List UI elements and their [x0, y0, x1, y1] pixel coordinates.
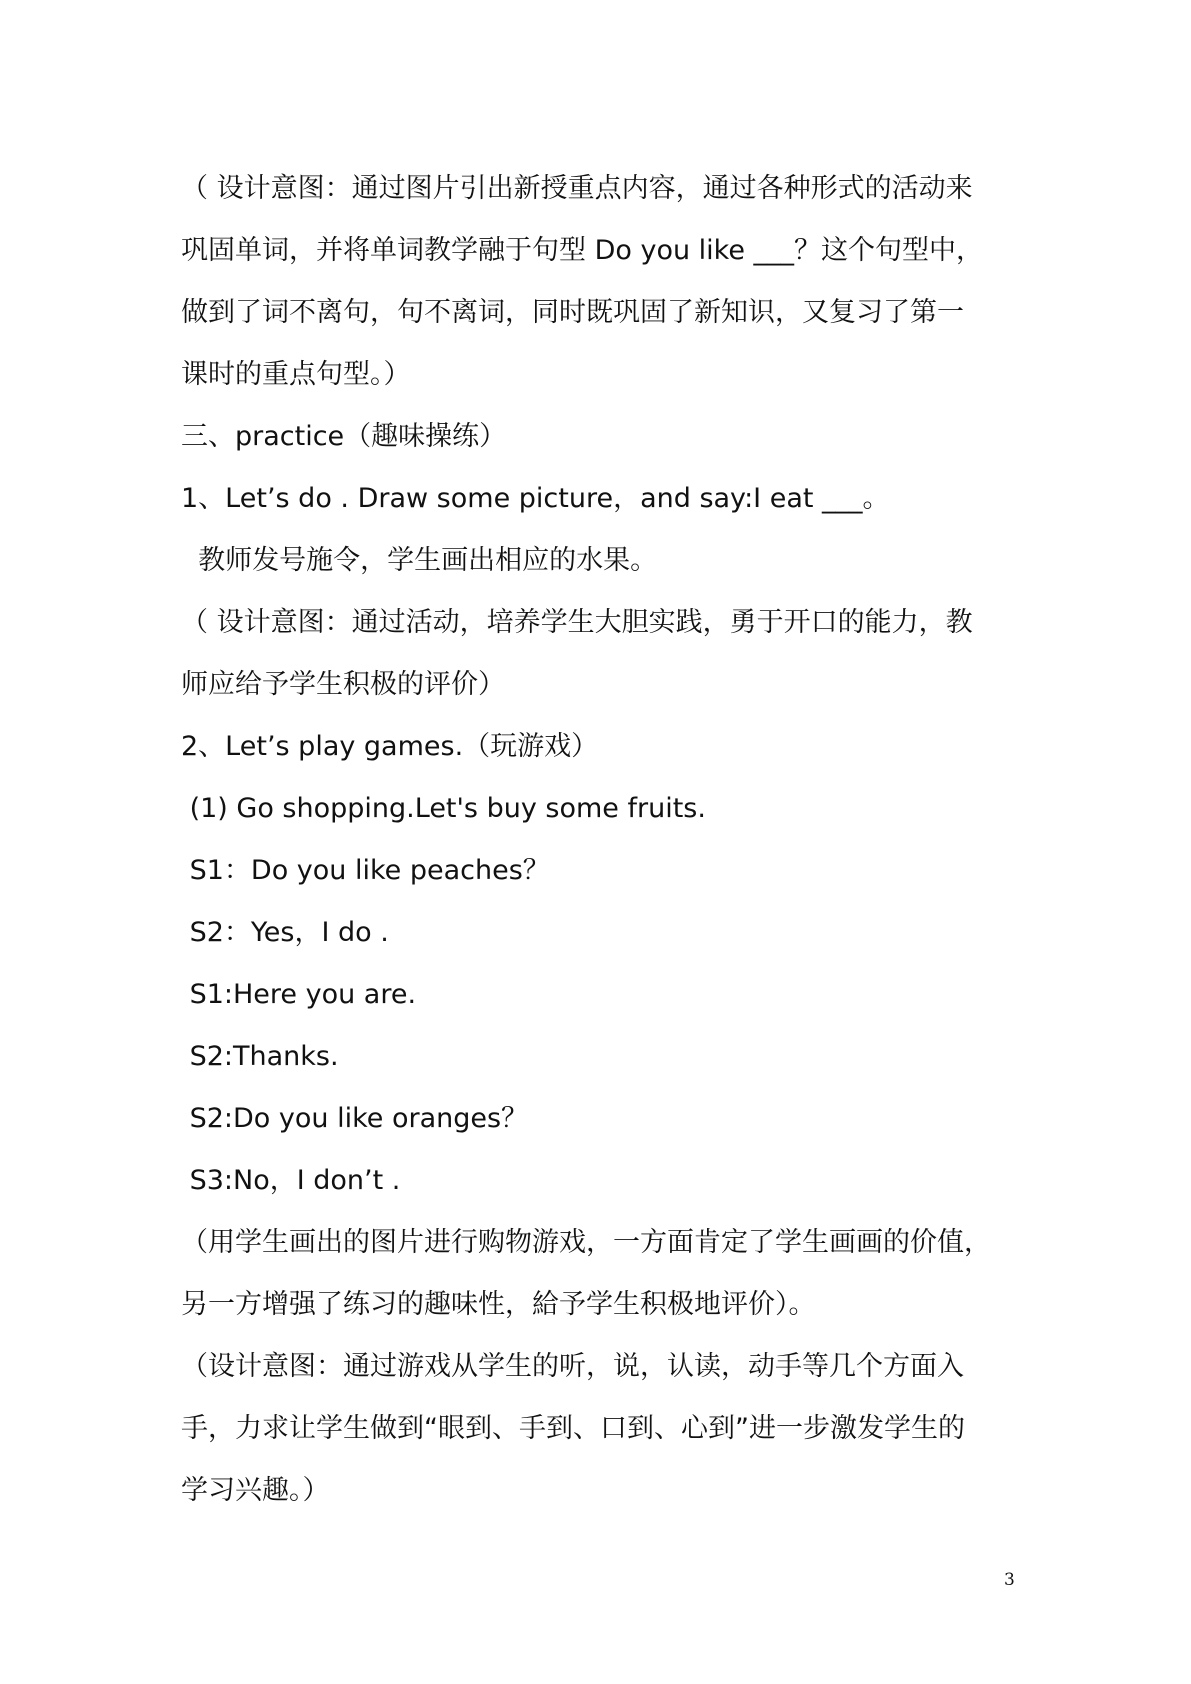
text-line: 做到了词不离句，句不离词，同时既巩固了新知识，又复习了第一: [181, 297, 964, 328]
dialogue-line: S2:Do you like oranges？: [181, 1103, 529, 1134]
text-line: 学习兴趣。）: [181, 1475, 330, 1506]
text-line: 手，力求让学生做到“眼到、手到、口到、心到”进一步激发学生的: [181, 1413, 965, 1444]
text-line: 课时的重点句型。）: [181, 359, 411, 390]
text-line: （用学生画出的图片进行购物游戏，一方面肯定了学生画画的价值，: [181, 1227, 991, 1258]
dialogue-line: S2:Thanks.: [181, 1041, 339, 1072]
text-line: 教师发号施令，学生画出相应的水果。: [181, 545, 658, 576]
section-heading: 三、practice（趣味操练）: [181, 421, 507, 452]
dialogue-line: S1:Here you are.: [181, 979, 417, 1010]
text-line: （ 设计意图：通过活动，培养学生大胆实践，勇于开口的能力，教: [181, 607, 973, 638]
text-line: 2、Let’s play games.（玩游戏）: [181, 731, 599, 762]
text-line: 1、Let’s do . Draw some picture，and say:I eat ___。: [181, 483, 890, 514]
text-line: 师应给予学生积极的评价）: [181, 669, 505, 700]
page-number: 3: [1004, 1570, 1015, 1590]
dialogue-line: S2：Yes，I do .: [181, 917, 389, 948]
text-line: (1) Go shopping.Let's buy some fruits.: [181, 793, 706, 824]
dialogue-line: S1：Do you like peaches？: [181, 855, 550, 886]
text-line: 巩固单词，并将单词教学融于句型 Do you like ___？这个句型中，: [181, 235, 984, 266]
text-line: （ 设计意图：通过图片引出新授重点内容，通过各种形式的活动来: [181, 173, 973, 204]
dialogue-line: S3:No，I don’t .: [181, 1165, 401, 1196]
text-line: （设计意图：通过游戏从学生的听，说，认读，动手等几个方面入: [181, 1351, 964, 1382]
text-line: 另一方增强了练习的趣味性，給予学生积极地评价）。: [181, 1289, 816, 1320]
